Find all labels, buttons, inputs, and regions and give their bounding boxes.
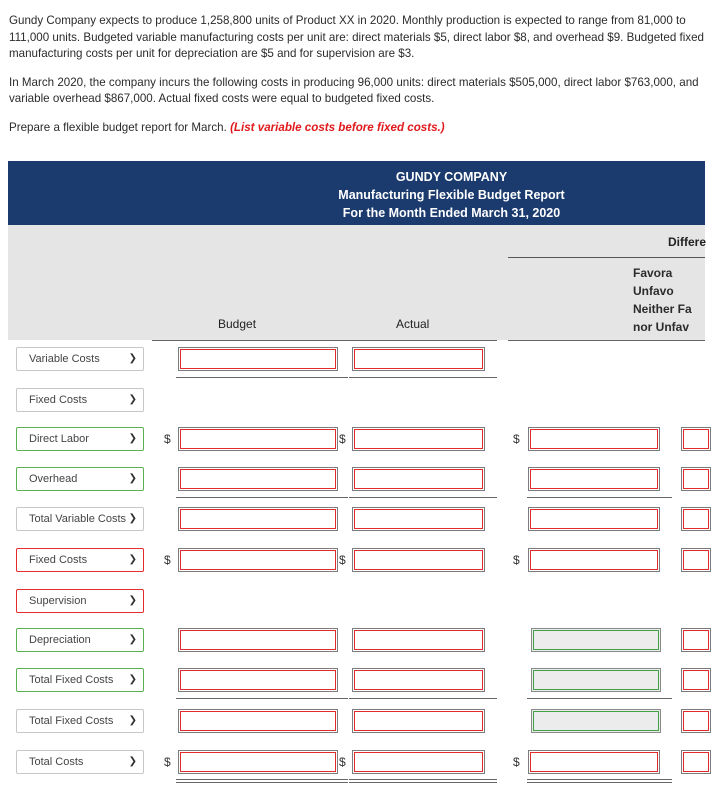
row-label-select[interactable] <box>16 709 144 733</box>
row-double-rule <box>527 779 672 780</box>
column-header-band <box>8 225 705 340</box>
difference-type-select[interactable] <box>681 427 711 451</box>
difference-input[interactable] <box>528 467 660 491</box>
difference-input[interactable] <box>531 668 661 692</box>
difference-type-select[interactable] <box>681 709 711 733</box>
chevron-down-icon: ❯ <box>128 595 137 606</box>
problem-paragraph-2: In March 2020, the company incurs the following costs in producing 96,000 units: direct materials $505,000, direct labor $763,000, and variable overhead $867,000. Actual fixed costs were equal to budgeted fixed costs. <box>9 75 699 105</box>
row-label-text: Depreciation <box>29 634 91 646</box>
row-double-rule <box>349 782 497 783</box>
budget-input[interactable] <box>178 548 338 572</box>
currency-symbol: $ <box>164 755 171 769</box>
chevron-down-icon: ❯ <box>128 715 137 726</box>
currency-symbol: $ <box>513 755 520 769</box>
difference-sub-1: Favora <box>633 266 673 280</box>
chevron-down-icon: ❯ <box>128 554 137 565</box>
budget-header: Budget <box>218 317 257 331</box>
row-label-text: Total Variable Costs <box>29 513 127 525</box>
row-label-select[interactable] <box>16 507 144 531</box>
budget-input[interactable] <box>178 427 338 451</box>
difference-input[interactable] <box>531 709 661 733</box>
row-double-rule <box>349 779 497 780</box>
difference-type-select[interactable] <box>681 467 711 491</box>
actual-input[interactable] <box>352 507 485 531</box>
problem-instruction <box>9 120 709 137</box>
row-label-select[interactable] <box>16 388 144 412</box>
row-label-text: Total Costs <box>29 756 84 768</box>
row-label-text: Variable Costs <box>29 353 100 365</box>
actual-input[interactable] <box>352 467 485 491</box>
difference-rule <box>508 257 705 258</box>
difference-input[interactable] <box>528 507 660 531</box>
currency-symbol: $ <box>513 553 520 567</box>
row-label-select[interactable] <box>16 589 144 613</box>
actual-input[interactable] <box>352 750 485 774</box>
chevron-down-icon: ❯ <box>128 674 137 685</box>
budget-input[interactable] <box>178 507 338 531</box>
chevron-down-icon: ❯ <box>128 634 137 645</box>
budget-header-rule <box>152 340 347 341</box>
instruction-note: (List variable costs before fixed costs.) <box>230 120 445 134</box>
row-label-text: Total Fixed Costs <box>29 715 114 727</box>
actual-input[interactable] <box>352 548 485 572</box>
difference-sub-3: Neither Fa <box>633 302 692 316</box>
currency-symbol: $ <box>339 755 346 769</box>
difference-type-select[interactable] <box>681 548 711 572</box>
actual-header: Actual <box>396 317 430 331</box>
actual-input[interactable] <box>352 347 485 371</box>
difference-type-select[interactable] <box>681 668 711 692</box>
row-label-text: Overhead <box>29 473 78 485</box>
budget-input[interactable] <box>178 709 338 733</box>
row-rule <box>176 377 348 378</box>
budget-input[interactable] <box>178 467 338 491</box>
difference-type-select[interactable] <box>681 750 711 774</box>
report-title: Manufacturing Flexible Budget Report <box>338 188 565 202</box>
currency-symbol: $ <box>339 553 346 567</box>
budget-input[interactable] <box>178 668 338 692</box>
difference-header: Differe <box>668 235 707 249</box>
actual-header-rule <box>336 340 497 341</box>
difference-input[interactable] <box>528 750 660 774</box>
currency-symbol: $ <box>164 553 171 567</box>
row-label-text: Direct Labor <box>29 433 89 445</box>
currency-symbol: $ <box>339 432 346 446</box>
budget-input[interactable] <box>178 750 338 774</box>
row-label-select[interactable] <box>16 668 144 692</box>
difference-input[interactable] <box>528 548 660 572</box>
difference-subheader <box>615 264 705 336</box>
row-double-rule <box>176 779 348 780</box>
budget-input[interactable] <box>178 628 338 652</box>
row-label-text: Fixed Costs <box>29 394 88 406</box>
actual-input[interactable] <box>352 628 485 652</box>
currency-symbol: $ <box>513 432 520 446</box>
row-label-select[interactable] <box>16 750 144 774</box>
report-header <box>8 161 705 225</box>
row-double-rule <box>527 782 672 783</box>
row-label-select[interactable] <box>16 347 144 371</box>
problem-statement <box>9 13 709 136</box>
actual-input[interactable] <box>352 668 485 692</box>
difference-type-select[interactable] <box>681 507 711 531</box>
row-label-select[interactable] <box>16 628 144 652</box>
row-rule <box>527 497 672 498</box>
row-double-rule <box>176 782 348 783</box>
chevron-down-icon: ❯ <box>128 756 137 767</box>
difference-sub-2: Unfavo <box>633 284 674 298</box>
row-label-select[interactable] <box>16 548 144 572</box>
row-label-text: Fixed Costs <box>29 554 88 566</box>
instruction-text: Prepare a flexible budget report for March. <box>9 120 227 134</box>
row-rule <box>349 377 497 378</box>
chevron-down-icon: ❯ <box>128 473 137 484</box>
currency-symbol: $ <box>164 432 171 446</box>
difference-header-rule <box>508 340 705 341</box>
row-rule <box>176 698 348 699</box>
chevron-down-icon: ❯ <box>128 394 137 405</box>
row-rule <box>527 698 672 699</box>
row-rule <box>349 497 497 498</box>
row-rule <box>349 698 497 699</box>
row-label-select[interactable] <box>16 427 144 451</box>
budget-input[interactable] <box>178 347 338 371</box>
row-label-text: Supervision <box>29 595 87 607</box>
row-rule <box>176 497 348 498</box>
chevron-down-icon: ❯ <box>128 353 137 364</box>
report-company: GUNDY COMPANY <box>395 170 508 184</box>
row-label-text: Total Fixed Costs <box>29 674 114 686</box>
actual-input[interactable] <box>352 427 485 451</box>
problem-paragraph-1: Gundy Company expects to produce 1,258,800 units of Product XX in 2020. Monthly production is expected to range from 81,000 to 111,000 units. Budgeted variable manufacturing costs per unit are: direct materials $5, direct labor $8, and overhead $9. Budgeted fixed manufacturing costs per unit for depreciation are $5 and for supervision are $3. <box>9 14 704 60</box>
chevron-down-icon: ❯ <box>128 513 137 524</box>
difference-input[interactable] <box>528 427 660 451</box>
difference-type-select[interactable] <box>681 628 711 652</box>
chevron-down-icon: ❯ <box>128 433 137 444</box>
row-label-select[interactable] <box>16 467 144 491</box>
report-period: For the Month Ended March 31, 2020 <box>342 206 561 220</box>
actual-input[interactable] <box>352 709 485 733</box>
difference-input[interactable] <box>531 628 661 652</box>
difference-sub-4: nor Unfav <box>633 320 690 334</box>
